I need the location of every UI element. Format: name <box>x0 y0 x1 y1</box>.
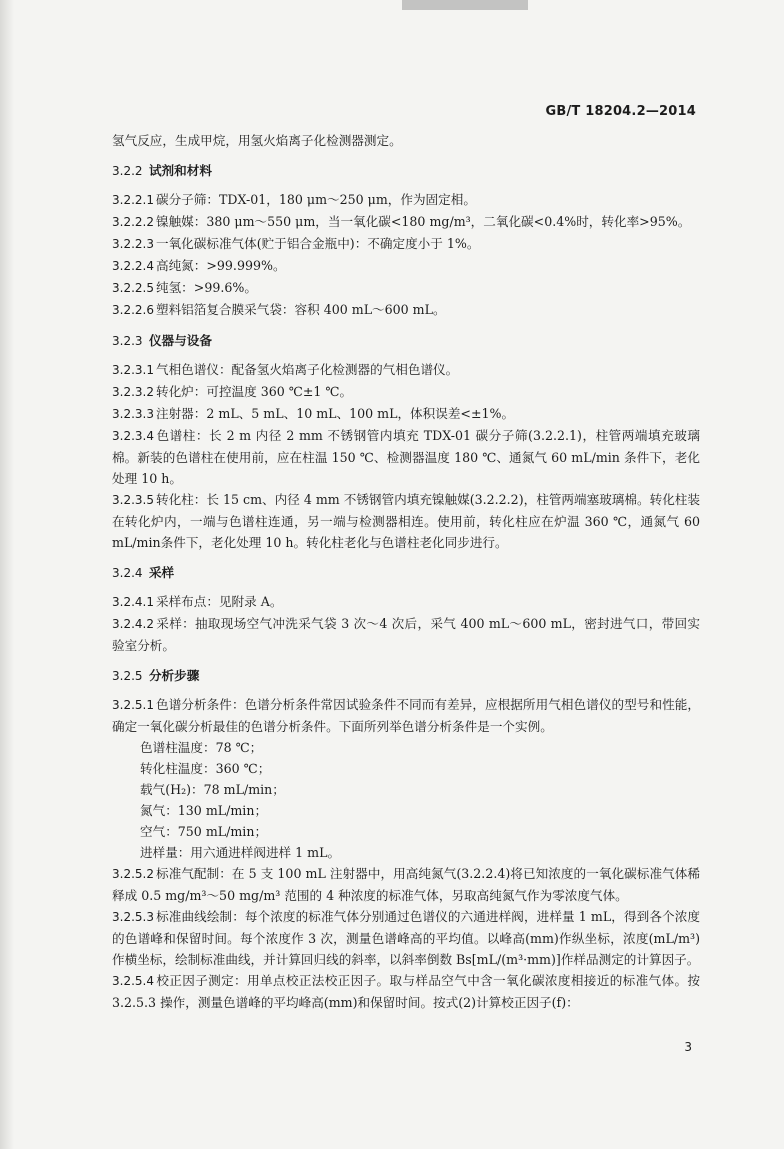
clause-text: 气相色谱仪：配备氢火焰离子化检测器的气相色谱仪。 <box>155 362 459 377</box>
clause-text: 采样布点：见附录 A。 <box>155 594 283 609</box>
clause-number: 3.2.3.2 <box>112 385 154 399</box>
clause-3-2-5-3 <box>112 906 700 970</box>
standard-header: GB/T 18204.2—2014 <box>545 104 696 119</box>
clause-3-2-3-2 <box>112 381 700 403</box>
clause-text: 色谱分析条件：色谱分析条件常因试验条件不同而有差异，应根据所用气相色谱仪的型号和性能，确定一氧化碳分析最佳的色谱分析条件。下面所列举色谱分析条件是一个实例。 <box>112 697 700 734</box>
condition-converter-temp: 转化柱温度：360 ℃； <box>140 761 271 776</box>
section-heading-3-2-3 <box>112 330 700 352</box>
clause-3-2-4-2 <box>112 613 700 656</box>
clause-text: 转化柱：长 15 cm、内径 4 mm 不锈钢管内填充镍触媒(3.2.2.2)，柱管两端塞玻璃棉。转化柱装在转化炉内，一端与色谱柱连通，另一端与检测器相连。使用前，转化柱应在炉温 360 ℃，通氮气 60 mL/min条件下，老化处理 10 h。转化柱老化与色谱柱老化同步进行。 <box>112 492 700 550</box>
clause-number: 3.2.3.5 <box>112 493 154 507</box>
document-body <box>112 130 700 1013</box>
clause-number: 3.2.2.2 <box>112 215 154 229</box>
condition-injection: 进样量：用六通进样阀进样 1 mL。 <box>140 845 341 860</box>
section-title: 采样 <box>148 565 175 580</box>
clause-text: 注射器：2 mL、5 mL、10 mL、100 mL，体积误差<±1%。 <box>155 406 515 421</box>
section-number: 3.2.2 <box>112 164 143 178</box>
clause-number: 3.2.2.1 <box>112 193 154 207</box>
clause-3-2-2-2 <box>112 211 700 233</box>
clause-number: 3.2.3.3 <box>112 407 154 421</box>
clause-3-2-2-1 <box>112 189 700 211</box>
section-number: 3.2.3 <box>112 334 143 348</box>
condition-air: 空气：750 mL/min； <box>140 824 268 839</box>
clause-3-2-3-5 <box>112 489 700 553</box>
clause-3-2-5-4 <box>112 970 700 1013</box>
clause-3-2-5-1 <box>112 694 700 737</box>
clause-text: 镍触媒：380 μm～550 μm，当一氧化碳<180 mg/m³，二氧化碳<0.4%时，转化率>95%。 <box>155 214 691 229</box>
clause-number: 3.2.2.6 <box>112 303 154 317</box>
clause-3-2-2-5 <box>112 277 700 299</box>
section-title: 试剂和材料 <box>148 163 212 178</box>
clause-3-2-2-3 <box>112 233 700 255</box>
page-number: 3 <box>684 1040 692 1054</box>
page-shadow-top <box>402 0 528 10</box>
section-number: 3.2.4 <box>112 566 143 580</box>
clause-text: 校正因子测定：用单点校正法校正因子。取与样品空气中含一氧化碳浓度相接近的标准气体。按 3.2.5.3 操作，测量色谱峰的平均峰高(mm)和保留时间。按式(2)计算校正因子(f)： <box>112 973 700 1010</box>
clause-text: 塑料铝箔复合膜采气袋：容积 400 mL～600 mL。 <box>155 302 446 317</box>
clause-text: 标准曲线绘制：每个浓度的标准气体分别通过色谱仪的六通进样阀，进样量 1 mL，得到各个浓度的色谱峰和保留时间。每个浓度作 3 次，测量色谱峰高的平均值。以峰高(mm)作纵坐标，浓度(mL/m³)作横坐标，绘制标准曲线，并计算回归线的斜率，以斜率倒数 Bs[mL/(m³·mm)]作样品测定的计算因子。 <box>112 909 700 967</box>
intro-line: 氢气反应，生成甲烷，用氢火焰离子化检测器测定。 <box>112 133 402 148</box>
clause-3-2-3-1 <box>112 359 700 381</box>
clause-3-2-2-6 <box>112 299 700 321</box>
clause-3-2-2-4 <box>112 255 700 277</box>
clause-number: 3.2.5.4 <box>112 974 154 988</box>
condition-nitrogen: 氮气：130 mL/min； <box>140 803 268 818</box>
clause-text: 纯氢：>99.6%。 <box>155 280 257 295</box>
clause-text: 一氧化碳标准气体(贮于铝合金瓶中)：不确定度小于 1%。 <box>155 236 480 251</box>
clause-text: 色谱柱：长 2 m 内径 2 mm 不锈钢管内填充 TDX-01 碳分子筛(3.2.2.1)，柱管两端填充玻璃棉。新装的色谱柱在使用前，应在柱温 150 ℃、检测器温度 180 ℃、通氮气 60 mL/min 条件下，老化处理 10 h。 <box>112 428 700 486</box>
clause-number: 3.2.2.5 <box>112 281 154 295</box>
clause-text: 转化炉：可控温度 360 ℃±1 ℃。 <box>155 384 353 399</box>
clause-3-2-4-1 <box>112 591 700 613</box>
page-shadow-left <box>0 0 14 1149</box>
clause-number: 3.2.2.4 <box>112 259 154 273</box>
clause-3-2-3-4 <box>112 425 700 489</box>
clause-text: 高纯氮：>99.999%。 <box>155 258 286 273</box>
condition-carrier-gas: 载气(H₂)：78 mL/min； <box>140 782 285 797</box>
clause-number: 3.2.3.4 <box>112 429 154 443</box>
section-heading-3-2-2 <box>112 160 700 182</box>
clause-number: 3.2.5.1 <box>112 698 154 712</box>
clause-3-2-3-3 <box>112 403 700 425</box>
clause-text: 采样：抽取现场空气冲洗采气袋 3 次～4 次后，采气 400 mL～600 mL，密封进气口，带回实验室分析。 <box>112 616 700 653</box>
clause-number: 3.2.2.3 <box>112 237 154 251</box>
section-heading-3-2-4 <box>112 562 700 584</box>
clause-text: 标准气配制：在 5 支 100 mL 注射器中，用高纯氮气(3.2.2.4)将已知浓度的一氧化碳标准气体稀释成 0.5 mg/m³～50 mg/m³ 范围的 4 种浓度的标准气体，另取高纯氮气作为零浓度气体。 <box>112 866 700 903</box>
clause-number: 3.2.4.2 <box>112 617 154 631</box>
section-heading-3-2-5 <box>112 665 700 687</box>
clause-number: 3.2.3.1 <box>112 363 154 377</box>
clause-number: 3.2.5.2 <box>112 867 154 881</box>
section-title: 仪器与设备 <box>148 333 212 348</box>
clause-number: 3.2.4.1 <box>112 595 154 609</box>
clause-text: 碳分子筛：TDX-01，180 μm～250 μm，作为固定相。 <box>155 192 476 207</box>
clause-3-2-5-2 <box>112 863 700 906</box>
clause-number: 3.2.5.3 <box>112 910 154 924</box>
section-title: 分析步骤 <box>148 668 200 683</box>
section-number: 3.2.5 <box>112 669 143 683</box>
condition-column-temp: 色谱柱温度：78 ℃； <box>140 740 263 755</box>
